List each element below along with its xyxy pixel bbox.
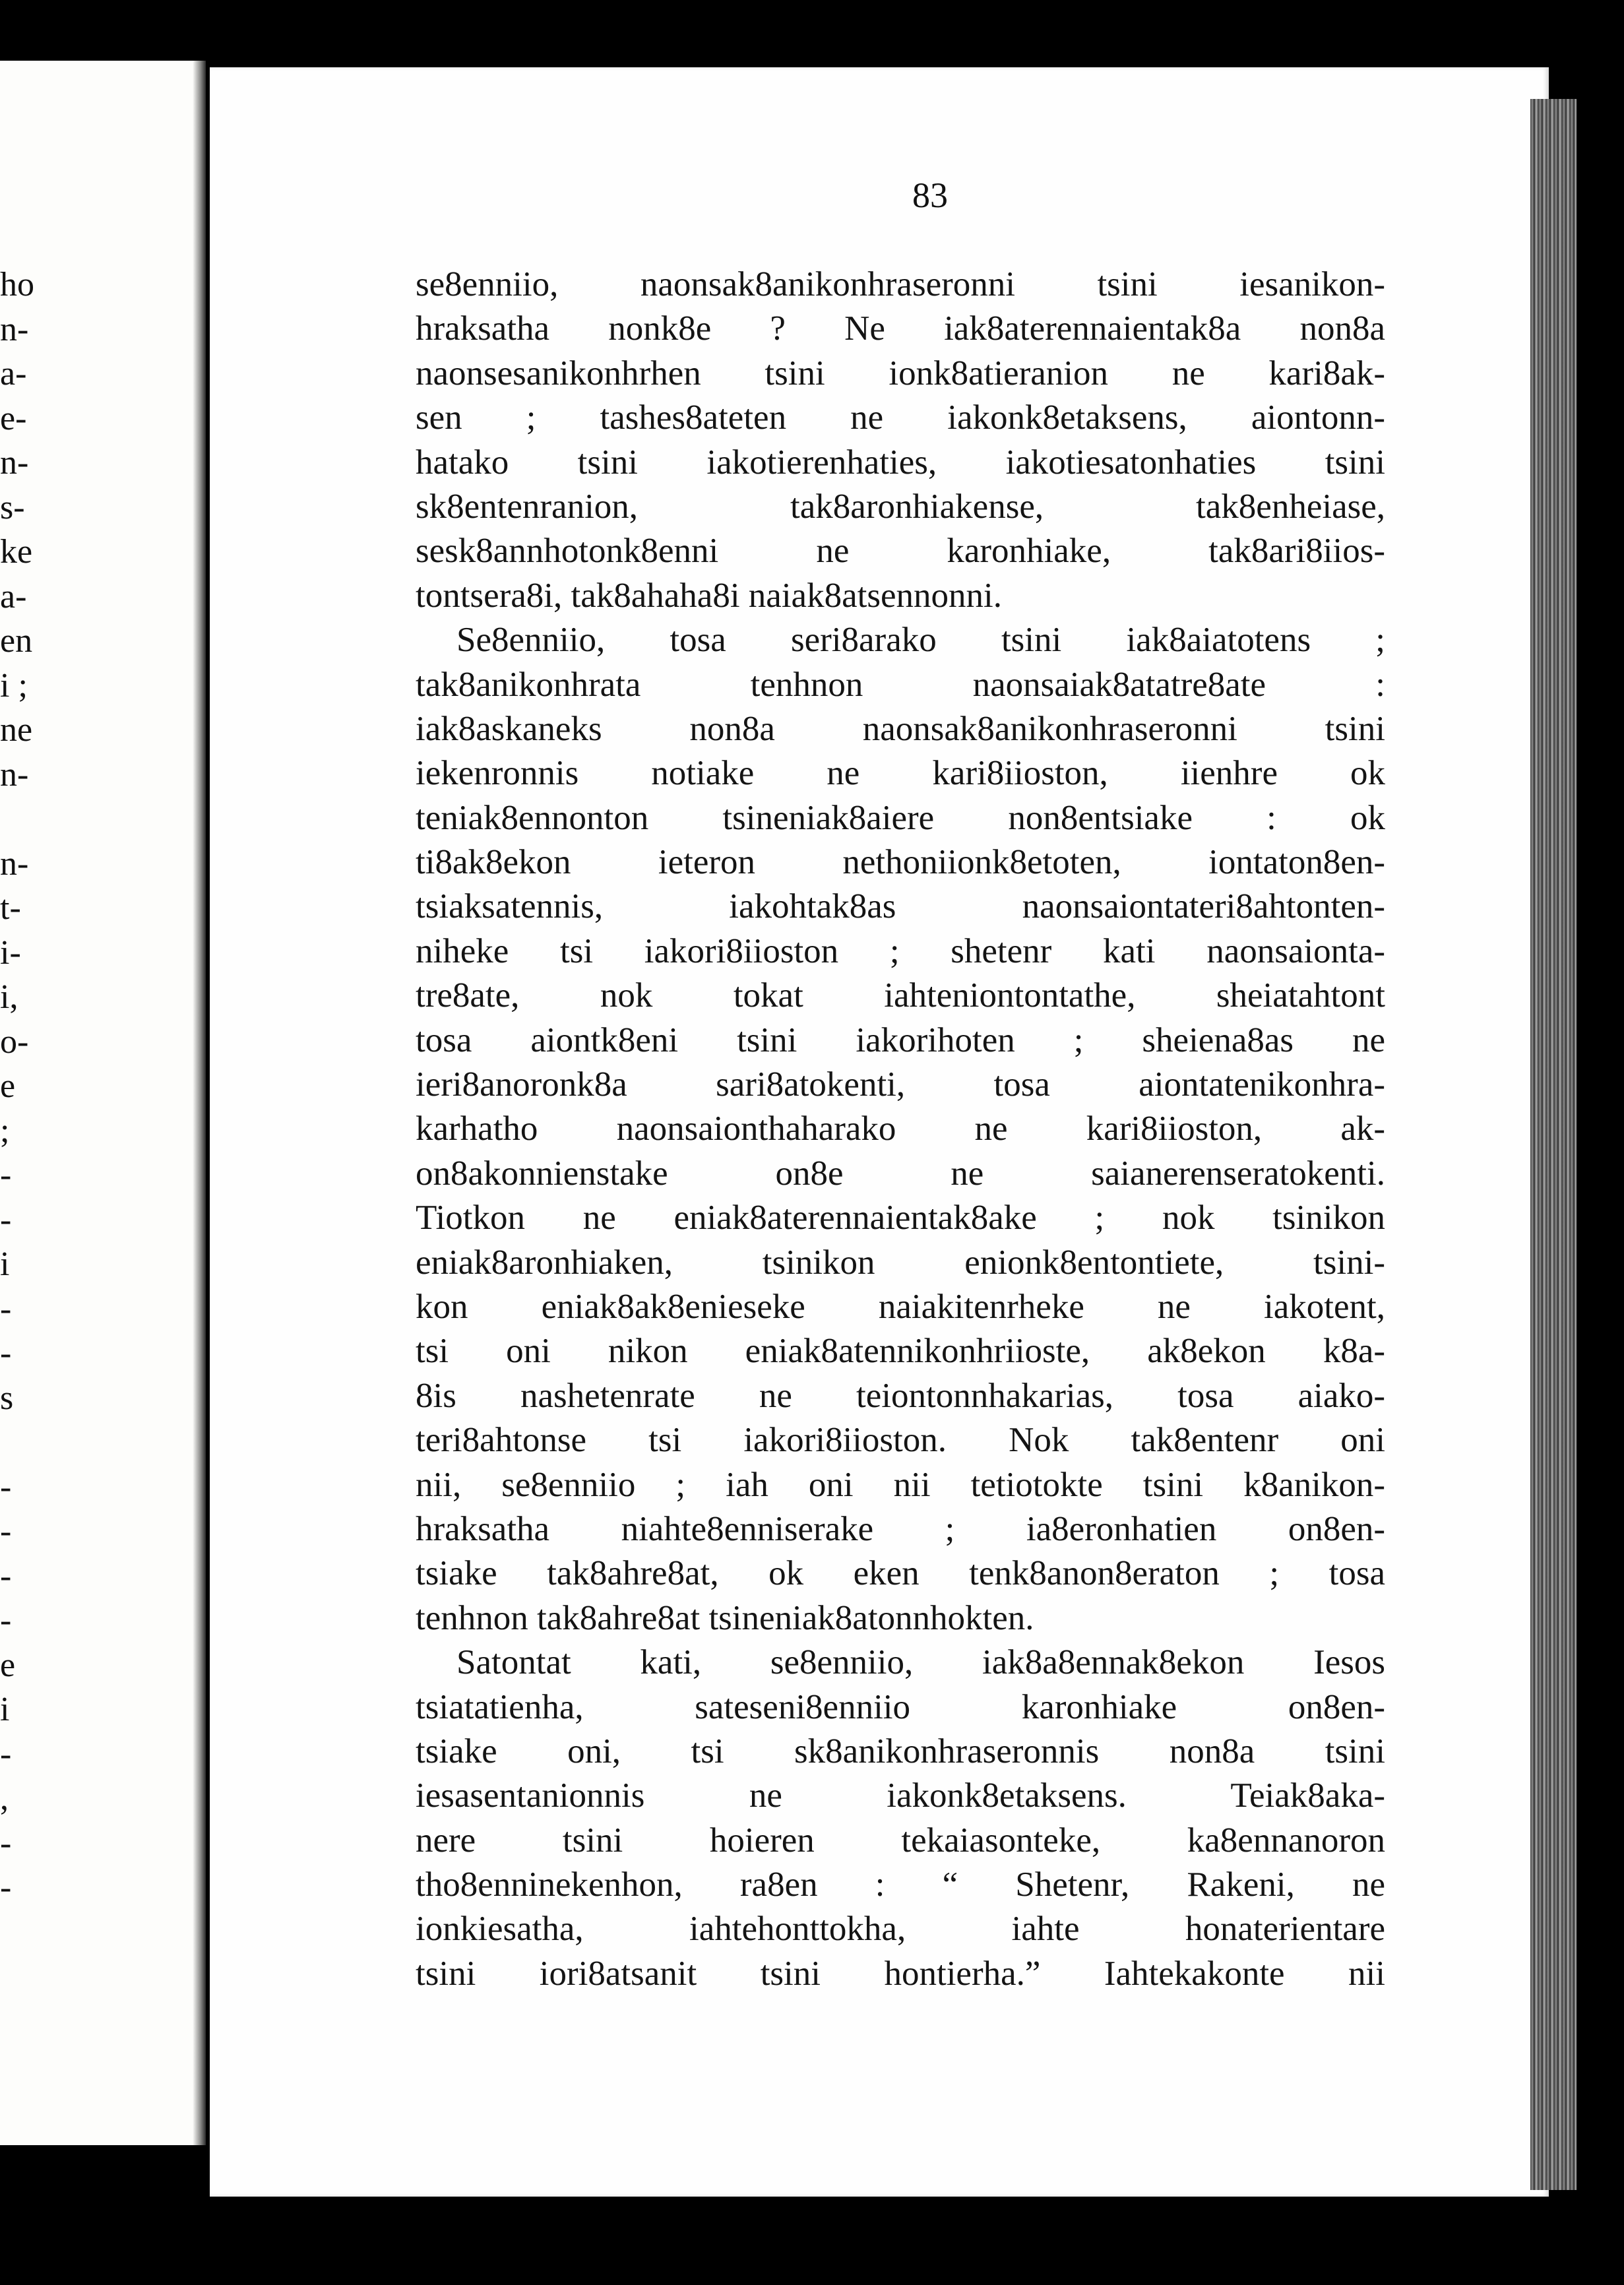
left-fragment-line: t-: [0, 889, 21, 927]
left-fragment-line: i ;: [0, 666, 28, 704]
left-fragment-line: i,: [0, 978, 18, 1016]
text-line: sesk8annhotonk8enni ne karonhiake, tak8ari8iios-: [416, 532, 1385, 571]
left-fragment-line: -: [0, 1869, 12, 1906]
page-number: 83: [912, 175, 948, 215]
text-line: 8is nashetenrate ne teiontonnhakarias, tosa aiako-: [416, 1376, 1385, 1415]
text-line: tenhnon tak8ahre8at tsineniak8atonnhokten.: [416, 1598, 1034, 1637]
text-line: eniak8aronhiaken, tsinikon enionk8entontiete, tsini-: [416, 1243, 1385, 1282]
left-fragment-line: n-: [0, 755, 29, 794]
text-line: hraksatha nonk8e ? Ne iak8aterennaientak8a non8a: [416, 309, 1385, 348]
text-line: tsiake oni, tsi sk8anikonhraseronnis non8a tsini: [416, 1732, 1385, 1770]
text-line: kon eniak8ak8enieseke naiakitenrheke ne iakotent,: [416, 1287, 1385, 1326]
left-fragment-line: s: [0, 1379, 14, 1417]
page-body-text: [416, 263, 1385, 1996]
left-fragment-line: ho: [0, 266, 34, 303]
left-fragment-line: ne: [0, 711, 33, 749]
text-line: nii, se8enniio ; iah oni nii tetiotokte tsini k8anikon-: [416, 1465, 1385, 1504]
text-line: tsi oni nikon eniak8atennikonhriioste, ak8ekon k8a-: [416, 1332, 1385, 1371]
text-line: Se8enniio, tosa seri8arako tsini iak8aiatotens ;: [456, 621, 1385, 660]
text-line: se8enniio, naonsak8anikonhraseronni tsini iesanikon-: [416, 265, 1385, 303]
text-line: ionkiesatha, iahtehonttokha, iahte honaterientare: [416, 1910, 1385, 1949]
text-line: tosa aiontk8eni tsini iakorihoten ; sheiena8as ne: [416, 1020, 1385, 1059]
left-fragment-line: -: [0, 1602, 12, 1639]
left-fragment-line: [0, 797, 198, 842]
left-fragment-line: a-: [0, 355, 27, 392]
text-line: karhatho naonsaionthaharako ne kari8iioston, ak-: [416, 1110, 1385, 1148]
text-line: tho8enninekenhon, ra8en : “ Shetenr, Rakeni, ne: [416, 1865, 1385, 1904]
left-fragment-line: -: [0, 1290, 12, 1328]
left-fragment-line: n-: [0, 844, 29, 883]
text-line: on8akonnienstake on8e ne saianerenseratokenti.: [416, 1154, 1385, 1193]
text-line: sk8entenranion, tak8aronhiakense, tak8enheiase,: [416, 487, 1385, 526]
left-fragment-line: a-: [0, 577, 27, 615]
left-fragment-line: ,: [0, 1780, 9, 1817]
left-fragment-line: -: [0, 1557, 12, 1595]
left-fragment-line: -: [0, 1735, 12, 1773]
text-line: iesasentanionnis ne iakonk8etaksens. Teiak8aka-: [416, 1776, 1385, 1815]
left-fragment-line: e: [0, 1646, 16, 1684]
text-line: sen ; tashes8ateten ne iakonk8etaksens, aiontonn-: [416, 398, 1385, 437]
text-line: ieri8anoronk8a sari8atokenti, tosa aiontatenikonhra-: [416, 1065, 1385, 1104]
text-line: Satontat kati, se8enniio, iak8a8ennak8ekon Iesos: [456, 1643, 1385, 1682]
text-line: hatako tsini iakotierenhaties, iakotiesatonhaties tsini: [416, 443, 1385, 482]
left-fragment-line: i: [0, 1691, 10, 1728]
text-line: hraksatha niahte8enniserake ; ia8eronhatien on8en-: [416, 1509, 1385, 1548]
text-line: tre8ate, nok tokat iahteniontontathe, sheiatahtont: [416, 976, 1385, 1015]
left-fragment-line: n-: [0, 444, 29, 482]
left-fragment-line: -: [0, 1513, 12, 1550]
text-line: tak8anikonhrata tenhnon naonsaiak8atatre8ate :: [416, 665, 1385, 704]
text-line: iekenronnis notiake ne kari8iioston, iienhre ok: [416, 754, 1385, 793]
text-line: tsiake tak8ahre8at, ok eken tenk8anon8eraton ; tosa: [416, 1554, 1385, 1593]
left-fragment-line: s-: [0, 488, 25, 526]
text-line: naonsesanikonhrhen tsini ionk8atieranion ne kari8ak-: [416, 354, 1385, 392]
text-line: tontsera8i, tak8ahaha8i naiak8atsennonni.: [416, 576, 1002, 615]
left-fragment-line: i-: [0, 933, 21, 972]
left-fragment-line: -: [0, 1468, 12, 1506]
left-fragment-line: -: [0, 1201, 12, 1239]
left-fragment-line: e: [0, 1067, 16, 1105]
left-page-text-fragments: [0, 263, 198, 1910]
left-fragment-line: ;: [0, 1111, 10, 1150]
text-line: tsiatatienha, sateseni8enniio karonhiake on8en-: [416, 1687, 1385, 1726]
text-line: iak8askaneks non8a naonsak8anikonhraseronni tsini: [416, 709, 1385, 748]
left-fragment-line: o-: [0, 1022, 29, 1061]
text-line: Tiotkon ne eniak8aterennaientak8ake ; nok tsinikon: [416, 1199, 1385, 1237]
text-line: nere tsini hoieren tekaiasonteke, ka8ennanoron: [416, 1821, 1385, 1860]
left-fragment-line: ke: [0, 533, 33, 571]
book-spine-edge: [1530, 99, 1577, 2190]
text-line: niheke tsi iakori8iioston ; shetenr kati naonsaionta-: [416, 931, 1385, 970]
left-fragment-line: en: [0, 622, 33, 660]
text-line: teniak8ennonton tsineniak8aiere non8entsiake : ok: [416, 798, 1385, 837]
text-line: teri8ahtonse tsi iakori8iioston. Nok tak8entenr oni: [416, 1421, 1385, 1460]
left-fragment-line: n-: [0, 310, 29, 348]
left-fragment-line: -: [0, 1334, 12, 1372]
left-fragment-line: [0, 1420, 198, 1465]
text-line: tsiaksatennis, iakohtak8as naonsaiontateri8ahtonten-: [416, 887, 1385, 926]
left-fragment-line: e-: [0, 399, 27, 437]
text-line: ti8ak8ekon ieteron nethoniionk8etoten, iontaton8en-: [416, 843, 1385, 882]
left-fragment-line: -: [0, 1824, 12, 1862]
text-line: tsini iori8atsanit tsini hontierha.” Iahtekakonte nii: [416, 1954, 1385, 1993]
left-fragment-line: -: [0, 1156, 12, 1194]
left-fragment-line: i: [0, 1245, 10, 1283]
